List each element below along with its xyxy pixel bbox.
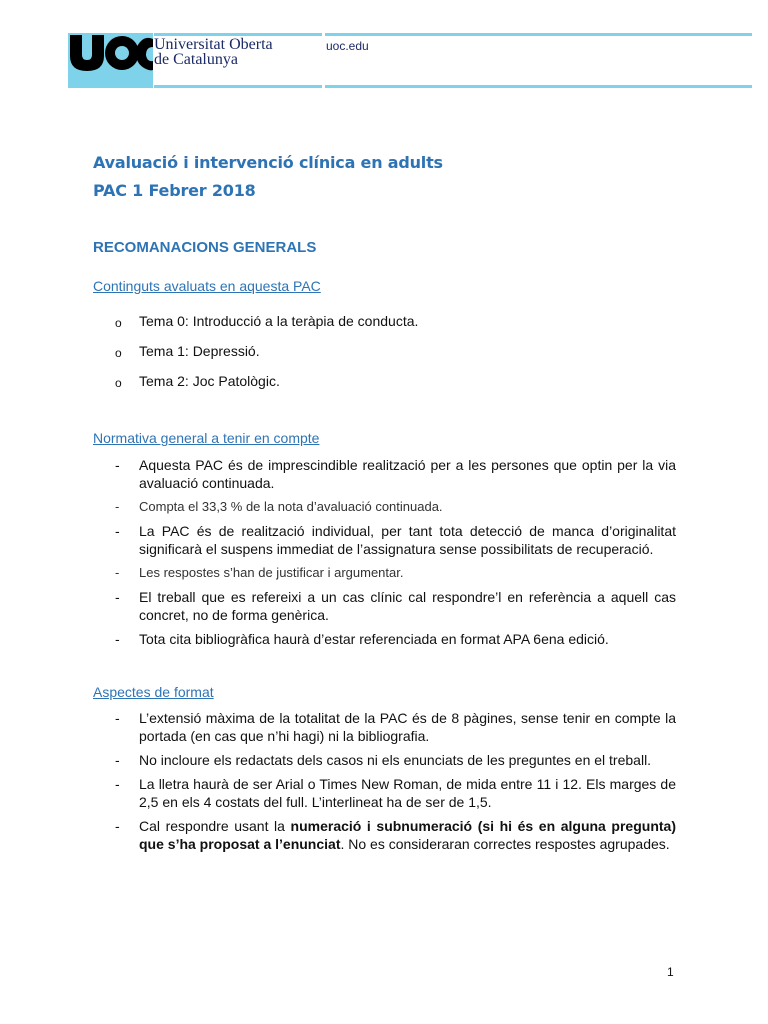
- list-item-text: Compta el 33,3 % de la nota d’avaluació continuada.: [139, 499, 443, 514]
- circle-bullet-icon: o: [115, 346, 122, 360]
- format-heading: Aspectes de format: [93, 684, 214, 700]
- list-item: [115, 709, 676, 745]
- list-item: [115, 588, 676, 624]
- assignment-title: PAC 1 Febrer 2018: [93, 181, 256, 200]
- list-item-text: La PAC és de realització individual, per tant tota detecció de manca d’originalitat significarà el suspens immediat de l’assignatura sense possibilitats de recuperació.: [139, 523, 676, 557]
- list-item-text: Tota cita bibliogràfica haurà d’estar referenciada en format APA 6ena edició.: [139, 631, 609, 647]
- list-item-text: No incloure els redactats dels casos ni els enunciats de les preguntes en el treball.: [139, 752, 652, 768]
- dash-bullet-icon: -: [115, 710, 120, 726]
- list-item-text: La lletra haurà de ser Arial o Times New Roman, de mida entre 11 i 12. Els marges de 2,5 en els 4 costats del full. L’interlineat ha de ser de 1,5.: [139, 776, 676, 810]
- normativa-list: [115, 456, 676, 654]
- list-item: [115, 564, 676, 582]
- format-list: [115, 709, 676, 859]
- list-item: [115, 498, 676, 516]
- dash-bullet-icon: -: [115, 457, 120, 473]
- header-rule-bottom: [154, 85, 752, 88]
- section-heading: RECOMANACIONS GENERALS: [93, 239, 317, 256]
- list-item-text: Les respostes s’han de justificar i argumentar.: [139, 565, 404, 580]
- list-item: [115, 456, 676, 492]
- list-item: [115, 313, 675, 343]
- circle-bullet-icon: o: [115, 376, 122, 390]
- list-item-text: Tema 1: Depressió.: [139, 343, 260, 359]
- header-divider: [322, 33, 325, 88]
- list-item: [115, 373, 675, 403]
- dash-bullet-icon: -: [115, 818, 120, 834]
- university-name-line2: de Catalunya: [154, 51, 238, 68]
- circle-bullet-icon: o: [115, 316, 122, 330]
- list-item: [115, 522, 676, 558]
- page-number: 1: [667, 965, 674, 979]
- list-item-text: Tema 2: Joc Patològic.: [139, 373, 280, 389]
- normativa-heading: Normativa general a tenir en compte: [93, 430, 320, 446]
- list-item: [115, 343, 675, 373]
- list-item-text: Aquesta PAC és de imprescindible realització per a les persones que optin per la via avaluació continuada.: [139, 457, 676, 491]
- dash-bullet-icon: -: [115, 631, 120, 647]
- list-item: [115, 751, 676, 769]
- university-name-line1: Universitat Oberta: [154, 36, 273, 53]
- list-item-text: L’extensió màxima de la totalitat de la PAC és de 8 pàgines, sense tenir en compte la portada (en cas que n’hi hagi) ni la bibliografia.: [139, 710, 676, 744]
- course-title: Avaluació i intervenció clínica en adults: [93, 153, 443, 172]
- university-name: [154, 37, 273, 67]
- contents-list: [115, 313, 675, 403]
- list-item: [115, 775, 676, 811]
- dash-bullet-icon: -: [115, 752, 120, 768]
- list-item-text: Tema 0: Introducció a la teràpia de conducta.: [139, 313, 419, 329]
- list-item-text-bold: numeració i subnumeració (si hi és en alguna pregunta) que s’ha proposat a l’enunciat: [139, 818, 676, 852]
- dash-bullet-icon: -: [115, 776, 120, 792]
- dash-bullet-icon: -: [115, 499, 120, 514]
- list-item-text: El treball que es refereixi a un cas clínic cal respondre’l en referència a aquell cas concret, no de forma genèrica.: [139, 589, 676, 623]
- uoc-logo: [68, 33, 153, 88]
- dash-bullet-icon: -: [115, 589, 120, 605]
- list-item-text-prefix: Cal respondre usant la: [139, 818, 291, 834]
- university-url[interactable]: uoc.edu: [326, 39, 369, 53]
- dash-bullet-icon: -: [115, 523, 120, 539]
- dash-bullet-icon: -: [115, 565, 120, 580]
- list-item: [115, 817, 676, 853]
- contents-heading: Continguts avaluats en aquesta PAC: [93, 278, 321, 294]
- list-item-text-suffix: . No es consideraran correctes respostes agrupades.: [340, 836, 670, 852]
- list-item: [115, 630, 676, 648]
